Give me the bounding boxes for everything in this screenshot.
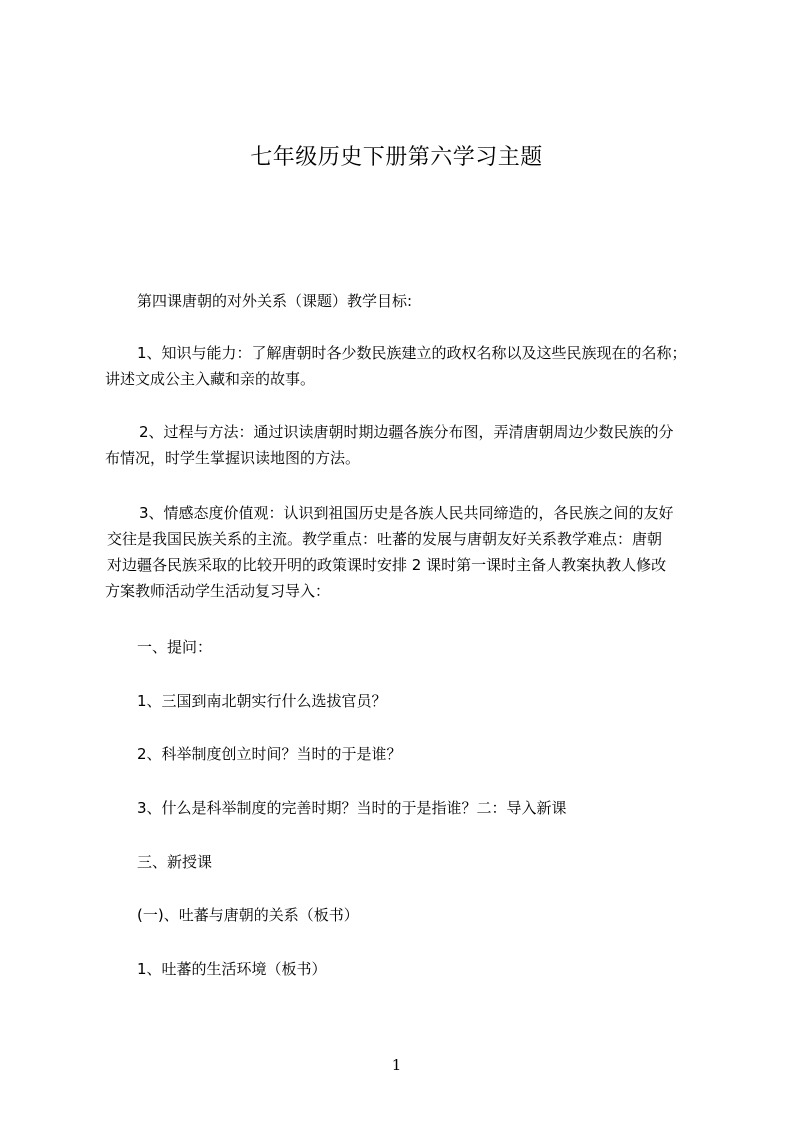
paragraph-line: 布情况，时学生掌握识读地图的方法。: [105, 449, 361, 467]
paragraph-line: 2、科举制度创立时间？当时的于是谁？: [137, 745, 402, 763]
page-number: 1: [391, 1056, 402, 1074]
subsection-heading: [105, 902, 725, 928]
paragraph-line: 3、什么是科举制度的完善时期？当时的于是指谁？二：导入新课: [137, 799, 567, 817]
paragraph-line: 三、新授课: [137, 853, 213, 871]
objective-attitude-paragraph: [105, 500, 725, 604]
question-item: [105, 688, 725, 714]
paragraph-line: 3、情感态度价值观：认识到祖国历史是各族人民共同缔造的，各民族之间的友好: [139, 504, 674, 522]
paragraph-line: 1、吐蕃的生活环境（板书）: [137, 960, 327, 978]
paragraph-line: 1、知识与能力：了解唐朝时各少数民族建立的政权名称以及这些民族现在的名称；: [137, 344, 687, 362]
paragraph-line: 1、三国到南北朝实行什么选拔官员？: [137, 692, 387, 710]
paragraph-line: 2、过程与方法：通过识读唐朝时期边疆各族分布图，弄清唐朝周边少数民族的分: [139, 423, 674, 441]
question-item: [105, 795, 725, 821]
section-new-lesson-heading: [105, 849, 725, 875]
paragraph-line: 第四课唐朝的对外关系（课题）教学目标:: [137, 292, 413, 310]
paragraph-line: 交往是我国民族关系的主流。教学重点：吐蕃的发展与唐朝友好关系教学难点：唐朝: [107, 530, 663, 548]
paragraph-line: (一)、吐蕃与唐朝的关系（板书）: [137, 906, 359, 924]
section-questions-heading: [105, 634, 725, 660]
paragraph-line: 讲述文成公主入藏和亲的故事。: [105, 370, 316, 388]
objective-process-paragraph: [105, 419, 725, 471]
document-title: 七年级历史下册第六学习主题: [250, 145, 543, 170]
lesson-heading: [105, 288, 725, 314]
question-item: [105, 741, 725, 767]
paragraph-line: 方案教师活动学生活动复习导入：: [105, 582, 331, 600]
subsection-item: [105, 956, 725, 982]
paragraph-line: 一、提问：: [137, 638, 213, 656]
paragraph-line: 对边疆各民族采取的比较开明的政策课时安排 2 课时第一课时主备人教案执教人修改: [107, 556, 667, 574]
objective-knowledge-paragraph: [105, 340, 725, 392]
